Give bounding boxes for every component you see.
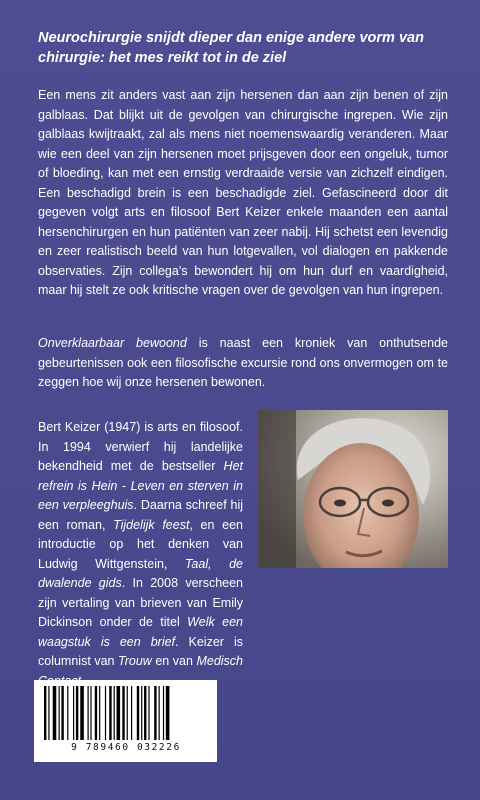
- book-title: Onverklaarbaar bewoond: [38, 336, 187, 350]
- bio-text: , en een introductie op het denken van Ludwig Wittgenstein,: [38, 517, 243, 571]
- barcode-bars: [42, 686, 210, 740]
- bio-text: . In 2008 verscheen zijn vertaling van brieven van Emily Dickinson onder de titel: [38, 576, 244, 629]
- bio-title: Welk een waagstuk is een brief: [38, 615, 243, 649]
- blurb-paragraph-1: Een mens zit anders vast aan zijn hersenen dan aan zijn benen of zijn galblaas. Dat blijkt uit de gevolgen van chirurgische ingrepen. Wie zijn galblaas kwijtraakt, zal als mens niet noemenswaardig veranderen. Maar wie een deel van zijn hersenen moet prijsgeven door een ongeluk, tumor of bloeding, kan met een ernstig verdraaide versie van zichzelf eindigen. Een beschadigd brein is een beschadigde ziel. Gefascineerd door dit gegeven volgt arts en filosoof Bert Keizer enkele maanden een aantal hersenchirurgen en hun patiënten van zeer nabij. Hij schetst een levendig en zeer realistisch beeld van hun lotgevallen, vol dialogen en pakkende observaties. Zijn collega's bewondert hij om hun durf en vaardigheid, maar hij stelt ze ook kritische vragen over de gevolgen van hun ingrepen.: [38, 88, 448, 297]
- author-photo: [258, 410, 448, 568]
- blurb-paragraph-2: [38, 334, 448, 393]
- bio-title: Taal, de dwalende gids: [38, 556, 243, 590]
- barcode: [34, 680, 217, 762]
- bio-title: Trouw: [118, 654, 152, 668]
- bio-text: Bert Keizer (1947) is arts en filosoof. In 1994 verwierf hij landelijke bekendheid met de bestseller: [38, 420, 243, 473]
- tagline: [38, 28, 458, 68]
- tagline-line-2: chirurgie: het mes reikt tot in de ziel: [38, 50, 287, 66]
- isbn-number: 9 789460 032226: [71, 742, 181, 753]
- bio-title: Tijdelijk feest: [113, 517, 190, 532]
- bio-text: . Daarna schreef hij een roman,: [38, 498, 243, 532]
- bio-title: Het refrein is Hein - Leven en sterven in een verpleeghuis: [38, 459, 243, 512]
- bio-text: en van: [151, 654, 197, 668]
- tagline-line-1: Neurochirurgie snijdt dieper dan enige andere vorm van: [38, 30, 424, 46]
- bio-text: . Keizer is columnist van: [38, 634, 243, 668]
- bio-title: Medisch: [196, 654, 243, 668]
- author-bio: [38, 418, 243, 691]
- author-portrait-illustration: [258, 410, 448, 568]
- blurb-paragraph-2-text: is naast een kroniek van onthutsende gebeurtenissen ook een filosofische excursie rond ons onvermogen om te zeggen hoe wij onze hersenen bewonen.: [38, 336, 448, 389]
